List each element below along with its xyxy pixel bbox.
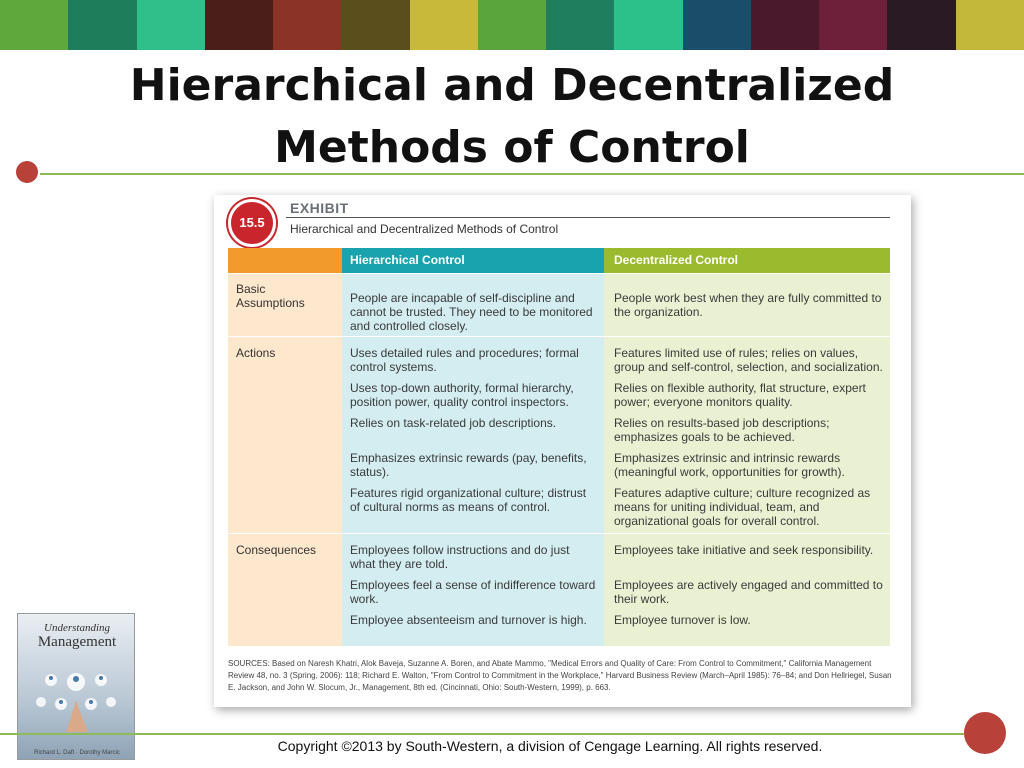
row-category: Actions xyxy=(228,337,342,533)
top-bar-segment xyxy=(956,0,1024,50)
header-decentralized: Decentralized Control xyxy=(604,248,890,273)
statement: Employees take initiative and seek responsibility. xyxy=(614,543,874,557)
slide-title xyxy=(100,55,924,179)
row-category: Consequences xyxy=(228,534,342,646)
header-category-cell xyxy=(228,248,342,273)
exhibit-panel xyxy=(214,195,911,707)
decorative-dot-right xyxy=(964,712,1006,754)
statement: Relies on flexible authority, flat structure, expert power; everyone monitors quality. xyxy=(614,381,866,409)
top-bar-segment xyxy=(137,0,205,50)
hierarchical-cell xyxy=(342,274,604,336)
slide-title-line2: Methods of Control xyxy=(274,122,750,173)
book-authors: Richard L. Daft · Dorothy Marcic xyxy=(34,750,120,756)
top-bar-segment xyxy=(68,0,136,50)
slide-title-line1: Hierarchical and Decentralized xyxy=(129,60,895,111)
statement: Employees feel a sense of indifference toward work. xyxy=(350,578,596,606)
statement: Features limited use of rules; relies on values, group and self-control, selection, and socialization. xyxy=(614,346,883,374)
exhibit-label: EXHIBIT xyxy=(290,200,349,216)
hierarchical-cell xyxy=(342,534,604,646)
statement: Employees are actively engaged and committed to their work. xyxy=(614,578,883,606)
title-divider xyxy=(40,173,1024,175)
comparison-table xyxy=(228,248,890,646)
table-row-basic-assumptions xyxy=(228,273,890,336)
top-bar-segment xyxy=(614,0,682,50)
statement: Employee turnover is low. xyxy=(614,613,751,627)
book-title-top: Understanding xyxy=(44,622,110,634)
book-title-bottom: Management xyxy=(37,634,117,650)
statement: Employees follow instructions and do just what they are told. xyxy=(350,543,570,571)
people-network-icon xyxy=(26,660,126,732)
top-bar-segment xyxy=(478,0,546,50)
decorative-top-bar xyxy=(0,0,1024,50)
top-bar-segment xyxy=(819,0,887,50)
exhibit-sources: SOURCES: Based on Naresh Khatri, Alok Baveja, Suzanne A. Boren, and Abate Mammo, "Medical Errors and Quality of Care: From Control to Commitment," California Management Review 48, no. 3 (Spring, 2006): 118; Richard E. Walton, "From Control to Commitment in the Workplace," Harvard Business Review (March–April 1985): 76–84; and Don Hellriegel, Susan E. Jackson, and John W. Slocum, Jr., Management, 8th ed. (Cincinnati, Ohio: South-Western, 1999), p. 663. xyxy=(228,659,892,692)
top-bar-segment xyxy=(205,0,273,50)
table-row-consequences xyxy=(228,533,890,646)
statement: Relies on task-related job descriptions. xyxy=(350,416,557,430)
book-cover-image xyxy=(17,613,135,760)
statement: Uses top-down authority, formal hierarchy, position power, quality control inspectors. xyxy=(350,381,574,409)
statement: Uses detailed rules and procedures; formal control systems. xyxy=(350,346,579,374)
decentralized-cell xyxy=(604,274,890,336)
table-row-actions xyxy=(228,336,890,533)
exhibit-number-badge: 15.5 xyxy=(228,199,276,247)
decentralized-cell xyxy=(604,337,890,533)
statement: Relies on results-based job descriptions; emphasizes goals to be achieved. xyxy=(614,416,830,444)
book-title xyxy=(18,622,135,650)
hierarchical-cell xyxy=(342,337,604,533)
copyright-notice: Copyright ©2013 by South-Western, a division of Cengage Learning. All rights reserved. xyxy=(277,738,823,754)
table-header-row xyxy=(228,248,890,273)
statement: Emphasizes extrinsic rewards (pay, benefits, status). xyxy=(350,451,587,479)
decentralized-cell xyxy=(604,534,890,646)
statement: Emphasizes extrinsic and intrinsic rewards (meaningful work, opportunities for growth). xyxy=(614,451,845,479)
decorative-dot-left xyxy=(16,161,38,183)
exhibit-header-rule xyxy=(286,217,890,218)
exhibit-subtitle: Hierarchical and Decentralized Methods of Control xyxy=(290,222,559,236)
top-bar-segment xyxy=(273,0,341,50)
footer-divider xyxy=(0,733,966,735)
statement: Employee absenteeism and turnover is high. xyxy=(350,613,587,627)
statement: Features rigid organizational culture; distrust of cultural norms as means of control. xyxy=(350,486,587,514)
statement: People work best when they are fully committed to the organization. xyxy=(614,291,882,319)
top-bar-segment xyxy=(751,0,819,50)
statement: People are incapable of self-discipline and cannot be trusted. They need to be monitored and controlled closely. xyxy=(350,291,593,333)
top-bar-segment xyxy=(410,0,478,50)
row-category: Basic Assumptions xyxy=(228,274,342,336)
top-bar-segment xyxy=(341,0,409,50)
top-bar-segment xyxy=(683,0,751,50)
top-bar-segment xyxy=(546,0,614,50)
statement: Features adaptive culture; culture recognized as means for uniting individual, team, and organizational goals for overall control. xyxy=(614,486,871,528)
header-hierarchical: Hierarchical Control xyxy=(342,248,604,273)
top-bar-segment xyxy=(0,0,68,50)
top-bar-segment xyxy=(887,0,955,50)
